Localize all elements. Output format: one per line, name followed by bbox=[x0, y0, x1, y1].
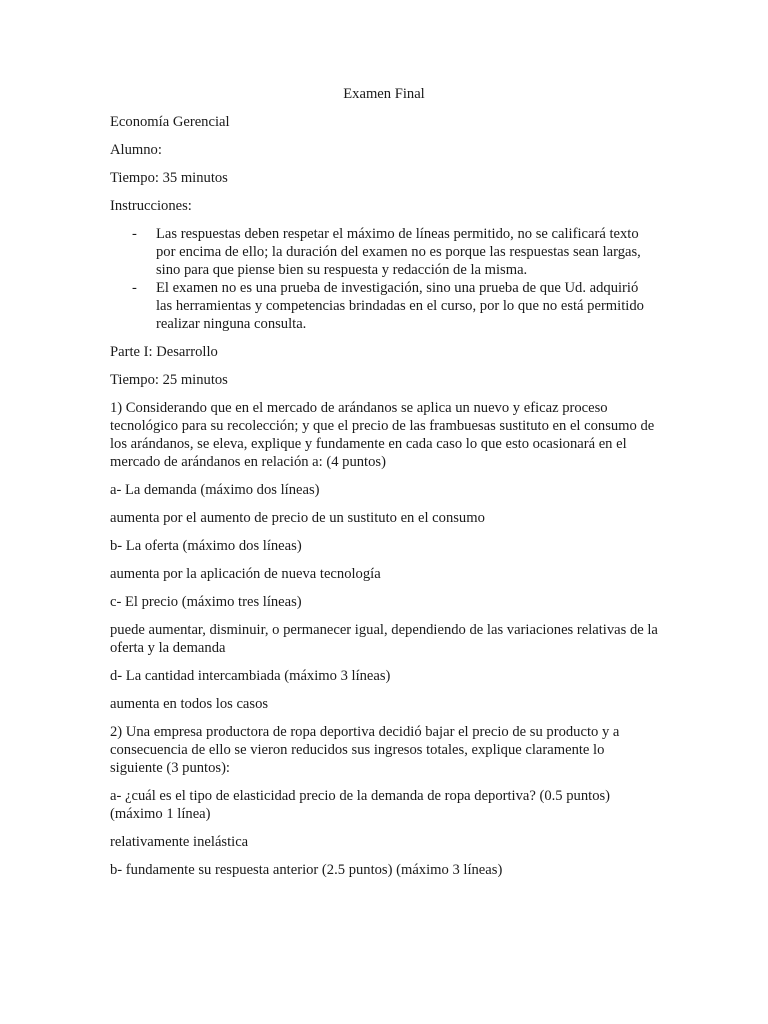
instruction-text: El examen no es una prueba de investigación, sino una prueba de que Ud. adquirió las herramientas y competencias brindadas en el curso, por lo que no está permitido realizar ninguna consulta. bbox=[156, 280, 644, 332]
answer-1a: aumenta por el aumento de precio de un sustituto en el consumo bbox=[110, 510, 485, 526]
document-page bbox=[110, 85, 658, 889]
part-time: Tiempo: 25 minutos bbox=[110, 372, 228, 388]
question-1d: d- La cantidad intercambiada (máximo 3 líneas) bbox=[110, 668, 391, 684]
course-name: Economía Gerencial bbox=[110, 114, 230, 130]
question-2b: b- fundamente su respuesta anterior (2.5 puntos) (máximo 3 líneas) bbox=[110, 862, 503, 878]
question-2: 2) Una empresa productora de ropa deportiva decidió bajar el precio de su producto y a consecuencia de ello se vieron reducidos sus ingresos totales, explique claramente lo siguiente (3 puntos): bbox=[110, 724, 620, 776]
bullet-dash: - bbox=[132, 280, 137, 296]
bullet-dash: - bbox=[132, 226, 137, 242]
question-1b: b- La oferta (máximo dos líneas) bbox=[110, 538, 302, 554]
answer-1c: puede aumentar, disminuir, o permanecer igual, dependiendo de las variaciones relativas de la oferta y la demanda bbox=[110, 622, 658, 656]
question-2a: a- ¿cuál es el tipo de elasticidad precio de la demanda de ropa deportiva? (0.5 puntos) (máximo 1 línea) bbox=[110, 788, 611, 822]
student-label: Alumno: bbox=[110, 142, 162, 158]
question-1: 1) Considerando que en el mercado de arándanos se aplica un nuevo y eficaz proceso tecnológico para su recolección; y que el precio de las frambuesas sustituto en el consumo de los arándanos, se eleva, explique y fundamente en cada caso lo que esto ocasionará en el mercado de arándanos en relación a: (4 puntos) bbox=[110, 400, 655, 470]
instruction-text: Las respuestas deben respetar el máximo de líneas permitido, no se calificará texto por encima de ello; la duración del examen no es porque las respuestas sean largas, sino para que piense bien su respuesta y redacción de la misma. bbox=[156, 226, 641, 278]
instruction-item bbox=[110, 225, 658, 279]
answer-2a: relativamente inelástica bbox=[110, 834, 249, 850]
instructions-heading: Instrucciones: bbox=[110, 198, 192, 214]
instructions-list bbox=[110, 225, 658, 333]
question-1a: a- La demanda (máximo dos líneas) bbox=[110, 482, 320, 498]
answer-1d: aumenta en todos los casos bbox=[110, 696, 269, 712]
document-title: Examen Final bbox=[343, 86, 425, 102]
part-heading: Parte I: Desarrollo bbox=[110, 344, 218, 360]
exam-time: Tiempo: 35 minutos bbox=[110, 170, 228, 186]
instruction-item bbox=[110, 279, 658, 333]
answer-1b: aumenta por la aplicación de nueva tecnología bbox=[110, 566, 381, 582]
question-1c: c- El precio (máximo tres líneas) bbox=[110, 594, 302, 610]
